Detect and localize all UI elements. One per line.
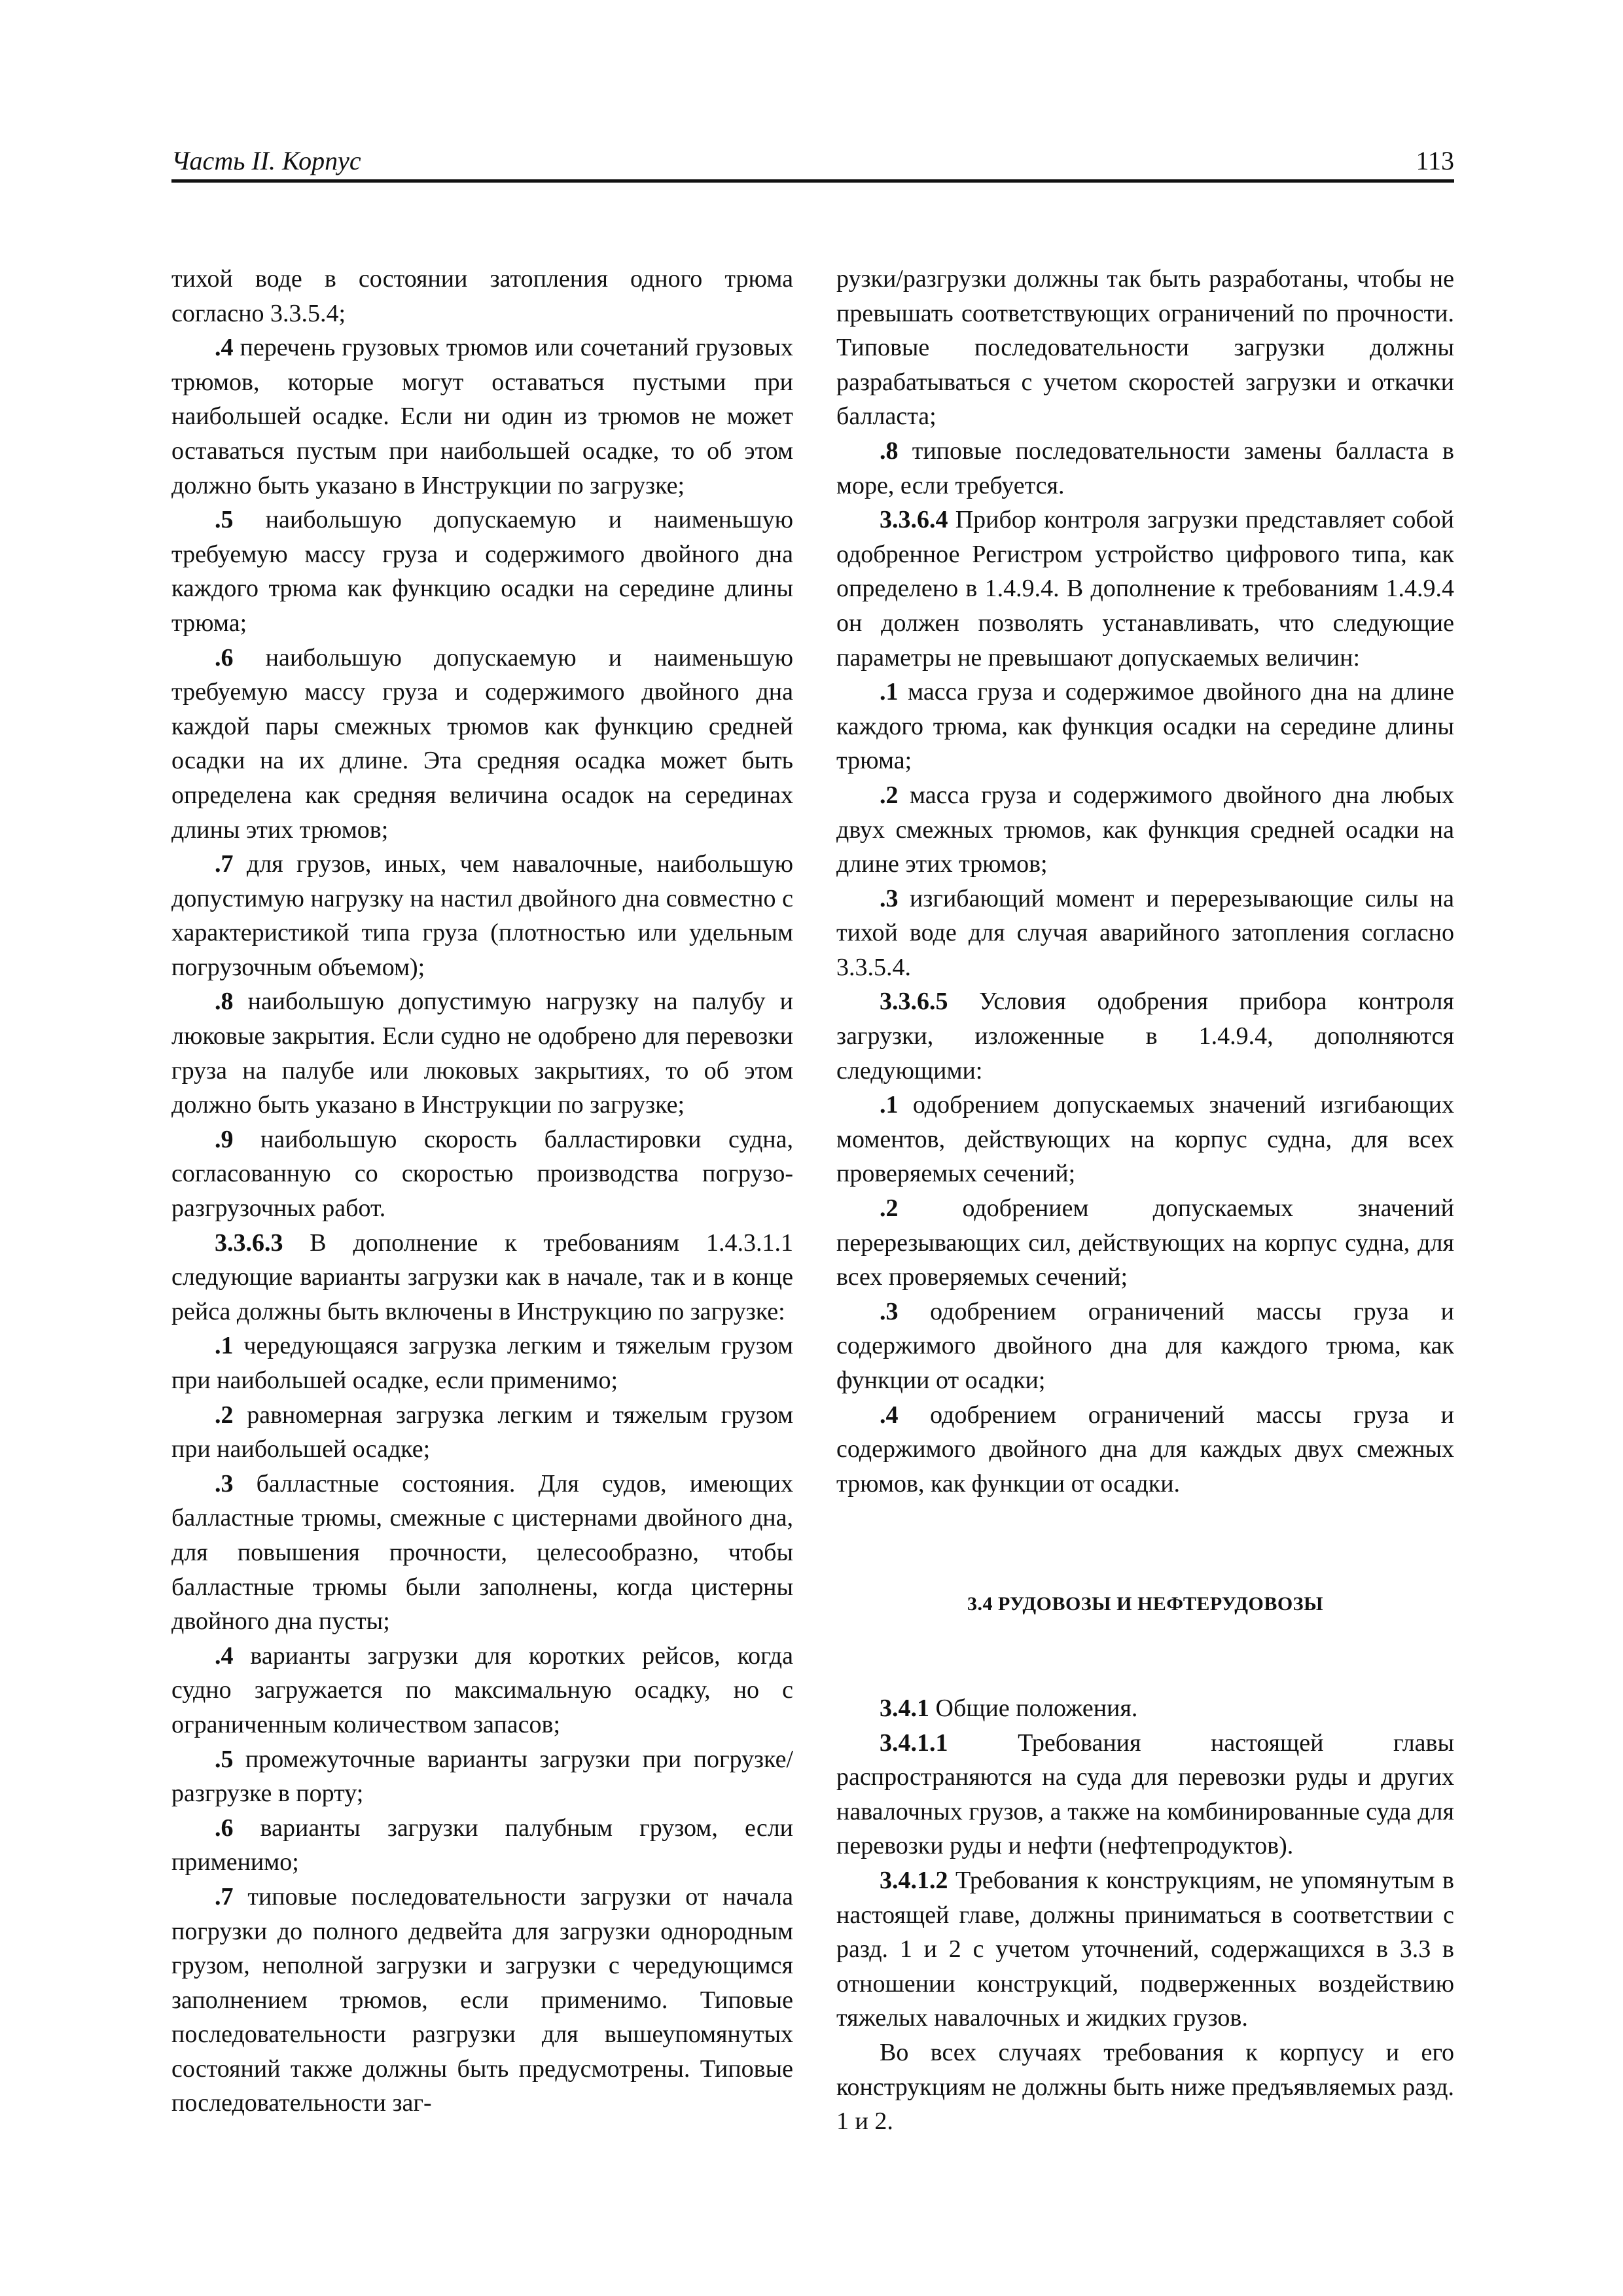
clause-number: .5 [215, 506, 234, 534]
clause-number: .2 [880, 781, 899, 809]
paragraph [836, 882, 1454, 985]
paragraph-text: тихой воде в состоянии затопления одного трюма согласно 3.3.5.4; [171, 265, 793, 327]
clause-number: .9 [215, 1125, 234, 1153]
paragraph [836, 1295, 1454, 1398]
paragraph-text: типовые последовательности замены балласта в море, если требуется. [836, 437, 1454, 499]
clause-number: .7 [215, 850, 234, 878]
clause-number: .2 [215, 1401, 234, 1429]
paragraph-text: равномерная загрузка легким и тяжелым грузом при наибольшей осадке; [171, 1401, 793, 1463]
clause-number: 3.3.6.3 [215, 1229, 283, 1257]
paragraph-text: промежуточные варианты загрузки при погрузке/разгрузке в порту; [171, 1745, 793, 1808]
paragraph [836, 434, 1454, 503]
paragraph [171, 847, 793, 984]
paragraph-text: Требования настоящей главы распространяются на суда для перевозки руды и других навалочных грузов, а также на комбинированные суда для перевозки руды и нефти (нефтепродуктов). [836, 1729, 1454, 1860]
paragraph [836, 984, 1454, 1088]
part-title: Часть II. Корпус [171, 146, 361, 175]
paragraph [171, 1398, 793, 1467]
paragraph [171, 262, 793, 331]
clause-number: .1 [880, 1091, 899, 1119]
paragraph-text: Прибор контроля загрузки представляет собой одобренное Регистром устройство цифрового типа, как определено в 1.4.9.4. В дополнение к требованиям 1.4.9.4 он должен позволять устанавливать, что следующие параметры не превышают допускаемых величин: [836, 506, 1454, 672]
paragraph [836, 1726, 1454, 1863]
paragraph [836, 1863, 1454, 2036]
right-column-top [836, 262, 1454, 1501]
clause-number: .2 [880, 1194, 899, 1223]
clause-number: .6 [215, 643, 234, 672]
paragraph [171, 503, 793, 640]
paragraph-text: одобрением допускаемых значений перерезывающих сил, действующих на корпус судна, для всех проверяемых сечений; [836, 1194, 1454, 1291]
paragraph [171, 1742, 793, 1811]
paragraph [171, 641, 793, 848]
paragraph-text: Во всех случаях требования к корпусу и его конструкциям не должны быть ниже предъявляемых разд. 1 и 2. [836, 2038, 1454, 2136]
clause-number: .3 [880, 1297, 899, 1325]
clause-number: 3.3.6.5 [880, 988, 948, 1016]
paragraph-text: одобрением допускаемых значений изгибающих моментов, действующих на корпус судна, для всех проверяемых сечений; [836, 1091, 1454, 1188]
clause-number: .3 [880, 884, 899, 912]
paragraph-text: масса груза и содержимое двойного дна на длине каждого трюма, как функция осадки на середине длины трюма; [836, 678, 1454, 775]
paragraph-text: рузки/разгрузки должны так быть разработаны, чтобы не превышать соответствующих ограничений по прочности. Типовые последовательности загрузки должны разрабатываться с учетом скоростей загрузки и откачки балласта; [836, 265, 1454, 431]
clause-number: .3 [215, 1469, 234, 1498]
paragraph-text: наибольшую допускаемую и наименьшую требуемую массу груза и содержимого двойного дна каждого трюма как функцию осадки на середине длины трюма; [171, 506, 793, 637]
paragraph-text: Общие положения. [929, 1694, 1138, 1722]
paragraph [171, 1811, 793, 1880]
paragraph [836, 2036, 1454, 2139]
paragraph-text: одобрением ограничений массы груза и содержимого двойного дна для каждого трюма, как функции от осадки; [836, 1297, 1454, 1394]
paragraph-text: варианты загрузки палубным грузом, если применимо; [171, 1814, 793, 1876]
paragraph [171, 1329, 793, 1397]
paragraph-text: наибольшую скорость балластировки судна, согласованную со скоростью производства погрузо-разгрузочных работ. [171, 1125, 793, 1223]
paragraph [836, 1191, 1454, 1295]
right-column-bottom [836, 1691, 1454, 2139]
paragraph-text: типовые последовательности загрузки от начала погрузки до полного дедвейта для загрузки однородным грузом, неполной загрузки и загрузки с чередующимся заполнением трюмов, если применимо. Типовые последовательности разгрузки для вышеупомянутых состояний также должны быть предусмотрены. Типовые последовательности заг- [171, 1882, 793, 2117]
clause-number: 3.4.1 [880, 1694, 929, 1722]
right-column [836, 262, 1454, 2139]
clause-number: 3.4.1.2 [880, 1866, 948, 1894]
clause-number: .5 [215, 1745, 234, 1773]
paragraph-text: перечень грузовых трюмов или сочетаний грузовых трюмов, которые могут оставаться пустыми при наибольшей осадке. Если ни один из трюмов не может оставаться пустым при наибольшей осадке, то об этом должно быть указано в Инструкции по загрузке; [171, 334, 793, 499]
paragraph-text: наибольшую допускаемую и наименьшую требуемую массу груза и содержимого двойного дна каждой пары смежных трюмов как функцию средней осадки на их длине. Эта средняя осадка может быть определена как средняя величина осадок на серединах длины этих трюмов; [171, 643, 793, 844]
paragraph-text: одобрением ограничений массы груза и содержимого двойного дна для каждых двух смежных трюмов, как функции от осадки. [836, 1401, 1454, 1498]
paragraph [171, 984, 793, 1122]
clause-number: .1 [215, 1332, 234, 1360]
paragraph [836, 1398, 1454, 1501]
paragraph [836, 778, 1454, 882]
paragraph [836, 503, 1454, 675]
paragraph [171, 1122, 793, 1226]
paragraph-text: чередующаяся загрузка легким и тяжелым грузом при наибольшей осадке, если применимо; [171, 1332, 793, 1394]
clause-number: .6 [215, 1814, 234, 1842]
paragraph [836, 675, 1454, 778]
clause-number: .1 [880, 678, 899, 706]
clause-number: .4 [215, 1641, 234, 1670]
paragraph-text: наибольшую допустимую нагрузку на палубу и люковые закрытия. Если судно не одобрено для перевозки груза на палубе или люковых закрытиях, то об этом должно быть указано в Инструкции по загрузке; [171, 988, 793, 1119]
clause-number: .4 [880, 1401, 899, 1429]
paragraph-text: для грузов, иных, чем навалочные, наибольшую допустимую нагрузку на настил двойного дна совместно с характеристикой типа груза (плотностью или удельным погрузочным объемом); [171, 850, 793, 981]
paragraph-text: изгибающий момент и перерезывающие силы на тихой воде для случая аварийного затопления согласно 3.3.5.4. [836, 884, 1454, 981]
paragraph [171, 331, 793, 503]
paragraph-text: балластные состояния. Для судов, имеющих балластные трюмы, смежные с цистернами двойного дна, для повышения прочности, целесообразно, чтобы балластные трюмы были заполнены, когда цистерны двойного дна пусты; [171, 1469, 793, 1636]
running-header [171, 143, 1454, 183]
page-number: 113 [1416, 146, 1454, 175]
paragraph [836, 1691, 1454, 1726]
clause-number: .8 [215, 988, 234, 1016]
clause-number: .8 [880, 437, 899, 465]
paragraph [171, 1639, 793, 1742]
section-title: 3.4 РУДОВОЗЫ И НЕФТЕРУДОВОЗЫ [967, 1593, 1324, 1615]
clause-number: .7 [215, 1882, 234, 1910]
paragraph-text: Условия одобрения прибора контроля загрузки, изложенные в 1.4.9.4, дополняются следующими: [836, 988, 1454, 1085]
paragraph [836, 1088, 1454, 1191]
left-column [171, 262, 793, 2121]
clause-number: .4 [215, 334, 234, 362]
paragraph-text: варианты загрузки для коротких рейсов, когда судно загружается по максимальную осадку, но с ограниченным количеством запасов; [171, 1641, 793, 1738]
clause-number: 3.4.1.1 [880, 1729, 948, 1757]
paragraph-text: масса груза и содержимого двойного дна любых двух смежных трюмов, как функция средней осадки на длине этих трюмов; [836, 781, 1454, 878]
clause-number: 3.3.6.4 [880, 506, 948, 534]
paragraph [171, 1467, 793, 1639]
paragraph [836, 262, 1454, 434]
paragraph-text: Требования к конструкциям, не упомянутым в настоящей главе, должны приниматься в соответствии с разд. 1 и 2 с учетом уточнений, содержащихся в 3.3 в отношении конструкций, подверженных воздействию тяжелых навалочных и жидких грузов. [836, 1866, 1454, 2032]
paragraph [171, 1226, 793, 1329]
paragraph-text: В дополнение к требованиям 1.4.3.1.1 следующие варианты загрузки как в начале, так и в конце рейса должны быть включены в Инструкцию по загрузке: [171, 1229, 793, 1325]
paragraph [171, 1880, 793, 2121]
